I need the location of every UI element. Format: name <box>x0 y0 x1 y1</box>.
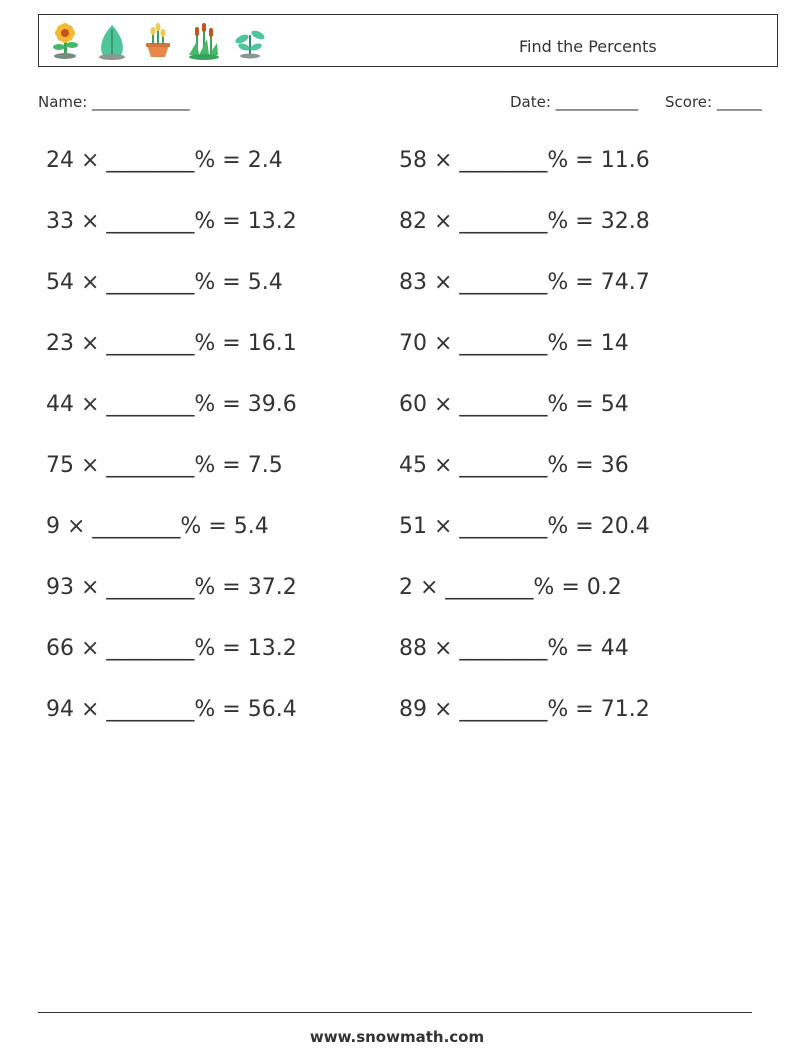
problem-right-4: 70 × ________% = 14 <box>399 331 629 356</box>
problem-right-8: 2 × ________% = 0.2 <box>399 575 622 600</box>
problem-right-2: 82 × ________% = 32.8 <box>399 209 650 234</box>
name-field[interactable]: Name: _____________ <box>38 93 190 111</box>
problem-left-3: 54 × ________% = 5.4 <box>46 270 283 295</box>
problem-right-7: 51 × ________% = 20.4 <box>399 514 650 539</box>
score-field[interactable]: Score: ______ <box>665 93 762 111</box>
leaf-icon <box>93 21 131 61</box>
worksheet-title: Find the Percents <box>519 37 657 56</box>
problem-left-1: 24 × ________% = 2.4 <box>46 148 283 173</box>
problem-left-5: 44 × ________% = 39.6 <box>46 392 297 417</box>
problem-left-8: 93 × ________% = 37.2 <box>46 575 297 600</box>
problem-left-10: 94 × ________% = 56.4 <box>46 697 297 722</box>
problem-left-6: 75 × ________% = 7.5 <box>46 453 283 478</box>
problem-right-6: 45 × ________% = 36 <box>399 453 629 478</box>
worksheet-header <box>38 14 778 67</box>
problem-left-4: 23 × ________% = 16.1 <box>46 331 297 356</box>
potted-plant-icon <box>139 21 177 61</box>
problem-left-7: 9 × ________% = 5.4 <box>46 514 269 539</box>
problem-right-5: 60 × ________% = 54 <box>399 392 629 417</box>
date-field[interactable]: Date: ___________ <box>510 93 639 111</box>
problem-right-9: 88 × ________% = 44 <box>399 636 629 661</box>
seedling-icon <box>231 21 269 61</box>
footer-divider <box>38 1012 752 1013</box>
plant-icon-strip <box>47 21 269 61</box>
problem-right-10: 89 × ________% = 71.2 <box>399 697 650 722</box>
problem-right-3: 83 × ________% = 74.7 <box>399 270 650 295</box>
problem-right-1: 58 × ________% = 11.6 <box>399 148 650 173</box>
footer-url: www.snowmath.com <box>309 1028 485 1046</box>
problem-left-2: 33 × ________% = 13.2 <box>46 209 297 234</box>
cattail-icon <box>185 21 223 61</box>
sunflower-icon <box>47 21 85 61</box>
problem-left-9: 66 × ________% = 13.2 <box>46 636 297 661</box>
